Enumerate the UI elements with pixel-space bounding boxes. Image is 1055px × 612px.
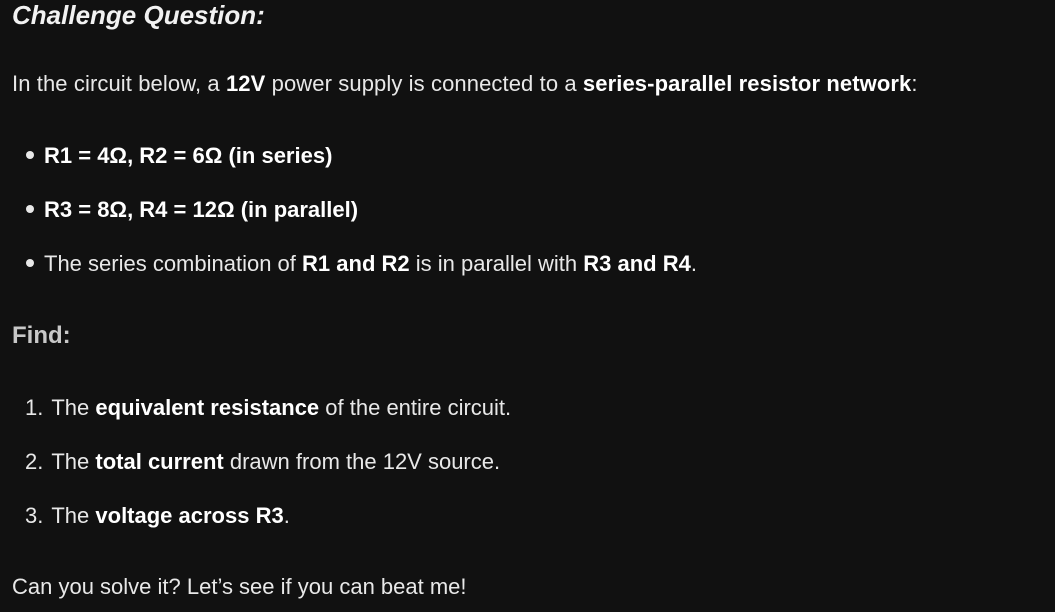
intro-text-2: power supply is connected to a xyxy=(265,71,583,96)
list-item xyxy=(26,197,358,223)
list-item xyxy=(25,503,290,529)
list-item xyxy=(26,143,332,169)
list-item xyxy=(25,449,500,475)
bullet-icon xyxy=(26,151,34,159)
intro-bold-network: series-parallel resistor network xyxy=(582,71,912,96)
find-heading: Find: xyxy=(12,322,71,349)
step-bold-text: total current xyxy=(95,449,224,474)
bullet-bold-text: R3 = 8Ω, R4 = 12Ω (in parallel) xyxy=(44,197,359,222)
bullet-bold-r1r2: R1 and R2 xyxy=(302,251,410,276)
step-bold-text: voltage across R3 xyxy=(95,503,284,528)
bullet-icon xyxy=(26,259,34,267)
step-text-1: The xyxy=(51,449,96,474)
bullet-text-1: The series combination of xyxy=(44,251,303,276)
intro-text-1: In the circuit below, a xyxy=(12,71,226,96)
step-number: 2. xyxy=(25,449,44,474)
step-text-1: The xyxy=(51,503,96,528)
bullet-text-3: . xyxy=(690,251,697,276)
challenge-heading: Challenge Question: xyxy=(12,0,265,30)
intro-bold-voltage: 12V xyxy=(225,71,266,96)
intro-text-3: : xyxy=(911,71,918,96)
bullet-bold-text: R1 = 4Ω, R2 = 6Ω (in series) xyxy=(44,143,333,168)
step-text-2: drawn from the 12V source. xyxy=(223,449,501,474)
list-item xyxy=(25,395,511,421)
step-text-2: . xyxy=(283,503,290,528)
intro-paragraph xyxy=(12,71,918,97)
bullet-icon xyxy=(26,205,34,213)
step-text-1: The xyxy=(51,395,96,420)
bullet-text-2: is in parallel with xyxy=(409,251,584,276)
list-item xyxy=(26,251,697,277)
bullet-bold-r3r4: R3 and R4 xyxy=(583,251,691,276)
step-number: 1. xyxy=(25,395,44,420)
step-number: 3. xyxy=(25,503,44,528)
step-bold-text: equivalent resistance xyxy=(95,395,320,420)
step-text-2: of the entire circuit. xyxy=(319,395,512,420)
closing-line: Can you solve it? Let’s see if you can beat me! xyxy=(12,574,467,599)
